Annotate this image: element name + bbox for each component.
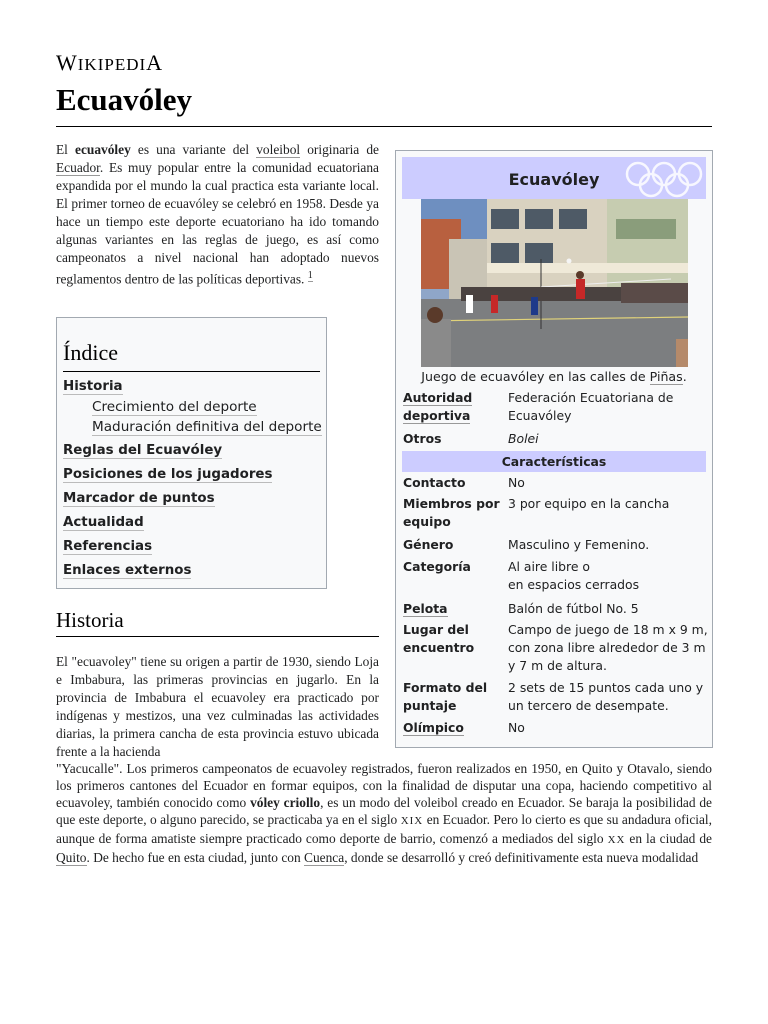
- toc-item-label: Reglas del Ecuavóley: [63, 443, 223, 458]
- infobox-key: Contacto: [403, 475, 466, 490]
- ecuavoley-street-photo[interactable]: [421, 199, 688, 367]
- infobox-title: Ecuavóley: [508, 170, 600, 189]
- section-divider: [56, 636, 379, 637]
- toc-item[interactable]: [63, 562, 322, 580]
- infobox-value: No: [508, 720, 525, 735]
- toc-item[interactable]: [63, 378, 322, 396]
- infobox-key[interactable]: Olímpico: [403, 720, 464, 735]
- infobox-value: No: [508, 475, 525, 490]
- link-voleibol[interactable]: voleibol: [256, 142, 301, 157]
- intro-paragraph: El ecuavóley es una variante del voleibol originaria de Ecuador. Es muy popular entre la comunidad ecuatoriana expandida por el mundo la cual practica esta variante local. El primer torneo de ecuavóley se celebró en 1958. Desde ya hace un tiempo este deporte ecuatoriano ha ido tomando algunas variantes en las reglas de juego, es así como campeonatos a nivel nacional han adoptado nuevos reglamentos dentro de las políticas deportivas. $^1$: [56, 142, 379, 287]
- toc-item[interactable]: [63, 490, 322, 508]
- infobox-key[interactable]: Pelota: [403, 601, 448, 616]
- page-title: Ecuavóley: [56, 82, 193, 117]
- infobox-value: Federación Ecuatoriana de Ecuavóley: [508, 390, 674, 423]
- photo-caption: Juego de ecuavóley en las calles de Piñas.: [421, 369, 687, 384]
- infobox-key: Otros: [403, 431, 442, 446]
- toc-item-label: Maduración definitiva del deporte: [92, 419, 322, 435]
- infobox-key: Categoría: [403, 559, 471, 574]
- infobox-row-autoridad: [403, 389, 707, 429]
- infobox-key: Miembros por equipo: [403, 496, 500, 529]
- link-pinas[interactable]: Piñas: [649, 369, 683, 384]
- toc-item-label: Enlaces externos: [63, 563, 192, 578]
- infobox-key: Lugar del encuentro: [403, 622, 475, 655]
- section-heading-historia: Historia: [56, 608, 124, 632]
- toc-item-label: Crecimiento del deporte: [92, 399, 257, 415]
- toc-item-label: Referencias: [63, 539, 153, 554]
- toc-item-label: Posiciones de los jugadores: [63, 467, 273, 482]
- toc-item[interactable]: [63, 514, 322, 532]
- toc-item[interactable]: [63, 466, 322, 484]
- toc-list: [63, 378, 322, 580]
- infobox-value: 2 sets de 15 puntos cada uno y un tercero de desempate.: [508, 680, 704, 713]
- infobox: [395, 150, 713, 748]
- reference-1[interactable]: 1: [307, 270, 313, 281]
- link-ecuador[interactable]: Ecuador: [56, 160, 100, 175]
- toc-item-label: Actualidad: [63, 515, 144, 530]
- toc-item[interactable]: [63, 398, 322, 416]
- link-quito[interactable]: Quito: [56, 850, 87, 865]
- infobox-key[interactable]: Autoridad deportiva: [403, 390, 473, 423]
- toc-title: Índice: [63, 340, 118, 365]
- olympic-rings-icon: [622, 159, 706, 199]
- infobox-key: Formato del puntaje: [403, 680, 488, 713]
- infobox-value: 3 por equipo en la cancha: [508, 496, 670, 511]
- infobox-header: [402, 157, 706, 199]
- infobox-value: Masculino y Femenino.: [508, 537, 650, 552]
- history-paragraph-start: El "ecuavoley" tiene su origen a partir de 1930, siendo Loja e Imbabura, las primeras provincias en jugarlo. En la provincia de Imbabura el ecuavoley era practicado por indígenas y mestizos, una vez culminadas las actividades diarias, la primera cancha de esta provincia estuvo ubicada frente a la hacienda: [56, 654, 379, 759]
- toc-item-label: Historia: [63, 379, 123, 394]
- table-of-contents: [56, 317, 327, 589]
- toc-item[interactable]: [63, 538, 322, 556]
- wikipedia-logo[interactable]: WIKIPEDIA: [56, 50, 164, 75]
- history-paragraph-continued: "Yacucalle". Los primeros campeonatos de ecuavoley registrados, fueron realizados en 1950, en Quito y Otavalo, siendo los primeros cantones del Ecuador en formar equipos, con la finalidad de disputar una copa, haciendo competitivo al ecuavoley, también conocido como vóley criollo, es un modo del voleibol creado en Ecuador. Se baraja la posibilidad de que este deporte, o alguno parecido, se practicaba ya en el siglo XIX en Ecuador. Pero lo cierto es que su andadura oficial, aunque de forma amatiste siempre practicado como deporte de barrio, comenzó a mediados del siglo XX en la ciudad de Quito. De hecho fue en esta ciudad, junto con Cuenca, donde se desarrolló y creó definitivamente esta nueva modalidad: [56, 761, 712, 865]
- title-divider: [56, 126, 712, 127]
- infobox-value: Balón de fútbol No. 5: [508, 601, 639, 616]
- infobox-value: Al aire libre o en espacios cerrados: [508, 559, 640, 592]
- toc-item[interactable]: [63, 442, 322, 460]
- infobox-value: Bolei: [508, 431, 539, 446]
- toc-item[interactable]: [63, 418, 322, 436]
- infobox-section-caracteristicas: Características: [402, 451, 706, 472]
- link-cuenca[interactable]: Cuenca: [304, 850, 345, 865]
- toc-item-label: Marcador de puntos: [63, 491, 215, 506]
- toc-divider: [63, 371, 320, 372]
- infobox-key: Género: [403, 537, 454, 552]
- infobox-value: Campo de juego de 18 m x 9 m, con zona libre alrededor de 3 m y 7 m de altura.: [508, 622, 708, 673]
